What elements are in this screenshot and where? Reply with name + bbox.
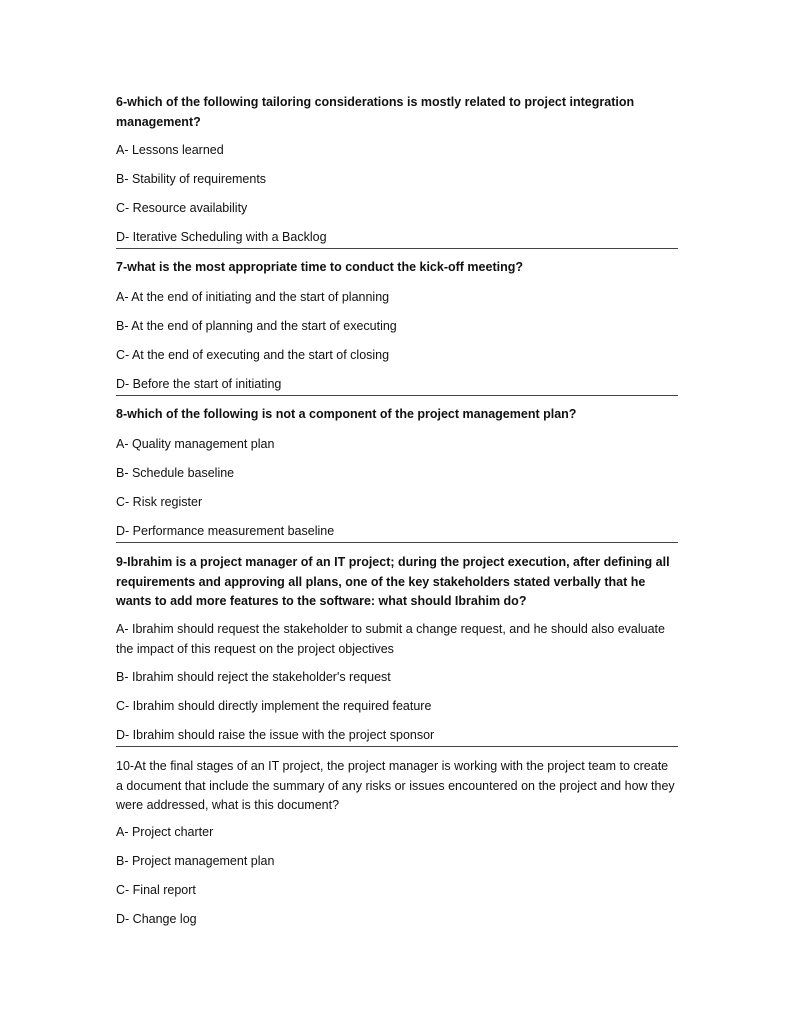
question-7-option-c: [116, 346, 678, 366]
option-text: A- At the end of initiating and the start of planning: [116, 290, 390, 304]
question-7-text: 7-what is the most appropriate time to conduct the kick-off meeting?: [116, 260, 523, 274]
divider: [116, 542, 678, 543]
divider: [116, 395, 678, 396]
question-10: [116, 757, 678, 816]
option-text: D- Performance measurement baseline: [116, 524, 335, 538]
option-text: B- At the end of planning and the start of executing: [116, 319, 397, 333]
question-10-option-b: [116, 852, 678, 872]
question-9-option-b: [116, 668, 678, 688]
option-text: B- Ibrahim should reject the stakeholder's request: [116, 670, 391, 684]
option-text: A- Quality management plan: [116, 437, 275, 451]
option-text: B- Schedule baseline: [116, 466, 235, 480]
option-text: D- Iterative Scheduling with a Backlog: [116, 230, 327, 244]
question-9: [116, 553, 678, 612]
question-8-option-c: [116, 493, 678, 513]
question-7: [116, 258, 678, 278]
question-6-option-b: [116, 170, 678, 190]
question-6: [116, 93, 678, 132]
question-7-option-b: [116, 317, 678, 337]
question-6-option-a: [116, 141, 678, 161]
question-9-option-d: [116, 726, 678, 746]
question-8: [116, 405, 678, 425]
question-8-text: 8-which of the following is not a component of the project management plan?: [116, 407, 577, 421]
question-8-option-d: [116, 522, 678, 542]
divider: [116, 746, 678, 747]
question-7-option-a: [116, 288, 678, 308]
divider: [116, 248, 678, 249]
question-10-option-d: [116, 910, 678, 930]
question-8-option-a: [116, 435, 678, 455]
option-text: A- Lessons learned: [116, 143, 224, 157]
question-7-option-d: [116, 375, 678, 395]
question-6-option-c: [116, 199, 678, 219]
question-6-text: 6-which of the following tailoring considerations is mostly related to project integration management?: [116, 95, 635, 129]
option-text: D- Before the start of initiating: [116, 377, 282, 391]
option-text: C- At the end of executing and the start of closing: [116, 348, 390, 362]
question-9-option-a: [116, 620, 678, 659]
option-text: B- Project management plan: [116, 854, 275, 868]
option-text: C- Risk register: [116, 495, 203, 509]
question-10-text: 10-At the final stages of an IT project, the project manager is working with the project team to create a document that include the summary of any risks or issues encountered on the project and how they were addressed, what is this document?: [116, 759, 675, 812]
option-text: C- Resource availability: [116, 201, 248, 215]
option-text: B- Stability of requirements: [116, 172, 267, 186]
question-6-option-d: [116, 228, 678, 248]
option-text: D- Change log: [116, 912, 197, 926]
question-9-text: 9-Ibrahim is a project manager of an IT project; during the project execution, after defining all requirements and approving all plans, one of the key stakeholders stated verbally that he wants to add more features to the software: what should Ibrahim do?: [116, 555, 670, 608]
question-8-option-b: [116, 464, 678, 484]
option-text: D- Ibrahim should raise the issue with the project sponsor: [116, 728, 435, 742]
option-text: C- Final report: [116, 883, 196, 897]
option-text: C- Ibrahim should directly implement the required feature: [116, 699, 432, 713]
question-10-option-a: [116, 823, 678, 843]
option-text: A- Ibrahim should request the stakeholder to submit a change request, and he should also evaluate the impact of this request on the project objectives: [116, 622, 665, 656]
question-9-option-c: [116, 697, 678, 717]
question-10-option-c: [116, 881, 678, 901]
option-text: A- Project charter: [116, 825, 214, 839]
